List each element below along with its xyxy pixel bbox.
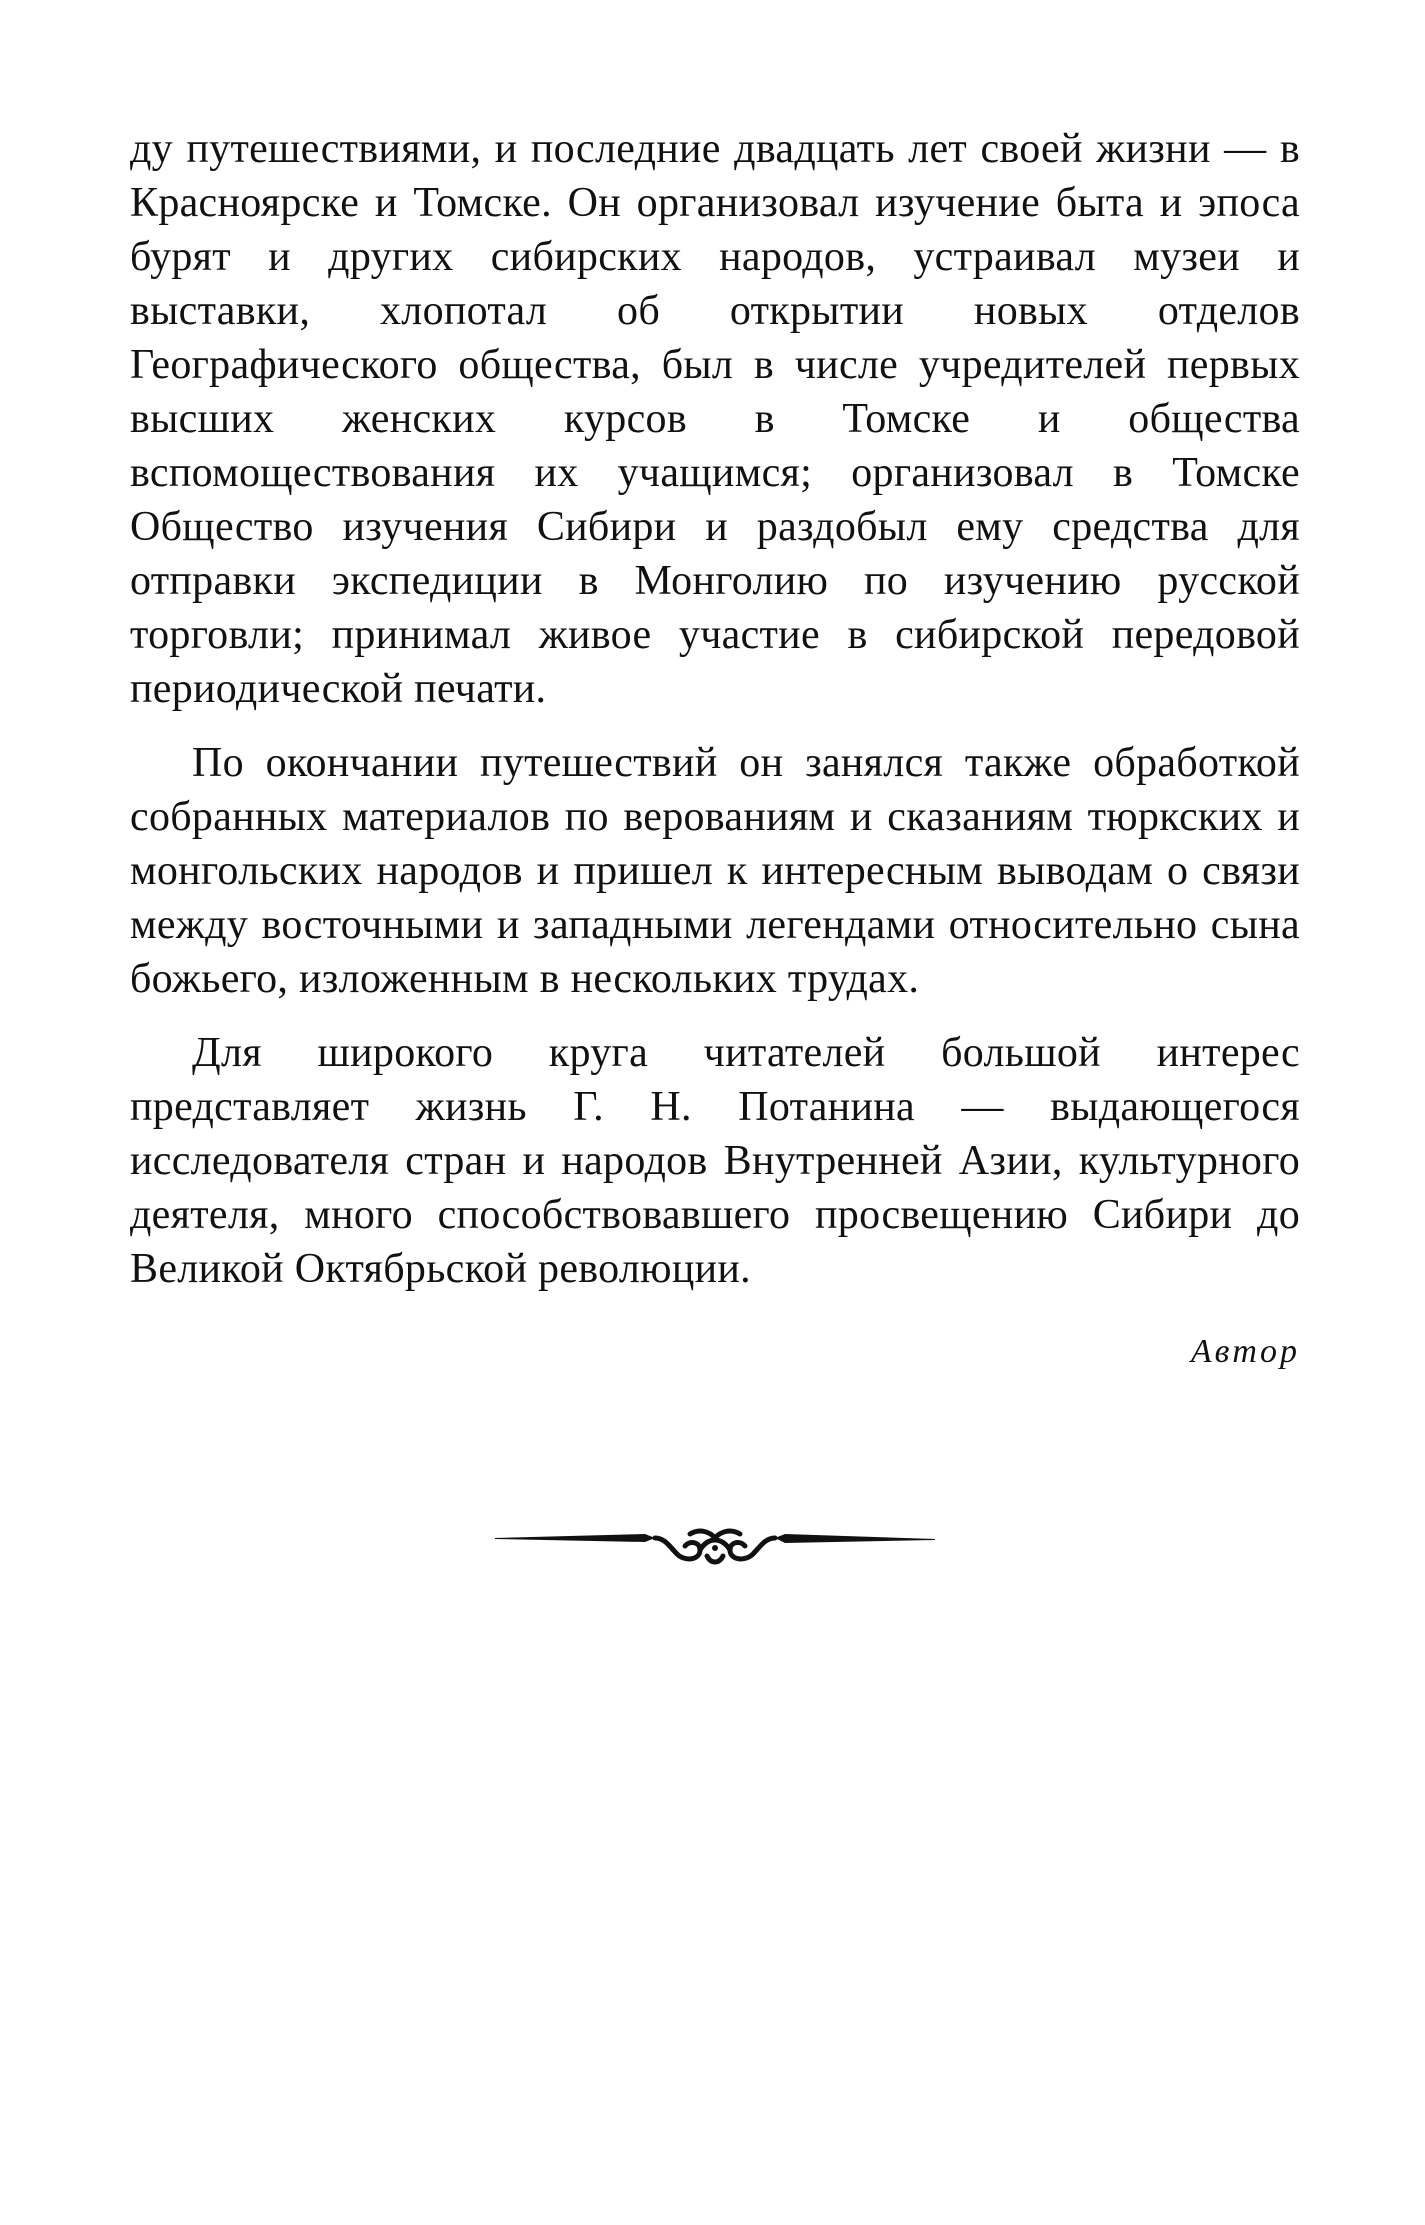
decorative-ornament-icon xyxy=(495,1512,935,1572)
paragraph-1: ду путешествиями, и последние двадцать лет своей жизни — в Красноярске и Томске. Он организовал изучение быта и эпоса бурят и других сибирских народов, устраивал музеи и выставки, хлопотал об открытии новых отделов Географического общества, был в числе учредителей первых высших женских курсов в Томске и общества вспомоществования их учащимся; организовал в Томске Общество изучения Сибири и раздобыл ему средства для отправки экспедиции в Монголию по изучению русской торговли; принимал живое участие в сибирской передовой периодической печати. xyxy=(130,126,1300,712)
paragraph-2: По окончании путешествий он занялся также обработкой собранных материалов по верованиям и сказаниям тюркских и монгольских народов и пришел к интересным выводам о связи между восточными и западными легендами относительно сына божьего, изложенным в нескольких трудах. xyxy=(130,740,1300,1002)
author-signature: Автор xyxy=(1190,1333,1300,1370)
paragraph-3: Для широкого круга читателей большой интерес представляет жизнь Г. Н. Потанина — выдающегося исследователя стран и народов Внутренней Азии, культурного деятеля, много способствовавшего просвещению Сибири до Великой Октябрьской революции. xyxy=(130,1030,1300,1292)
paragraph-gap xyxy=(130,716,1300,736)
paragraph-gap xyxy=(130,1006,1300,1026)
main-text xyxy=(130,122,1300,1296)
